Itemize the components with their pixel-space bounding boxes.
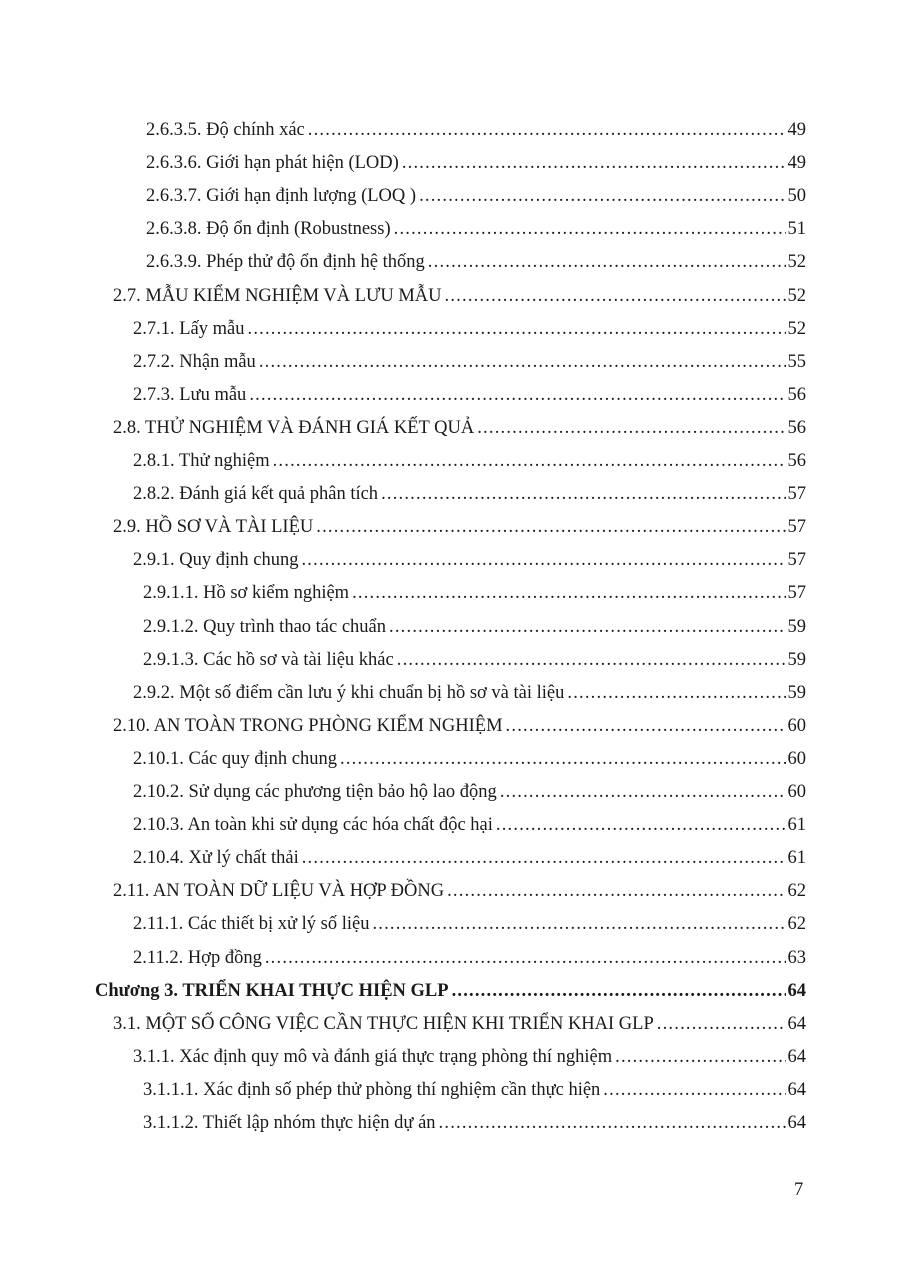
toc-entry-title: 2.9.1.2. Quy trình thao tác chuẩn <box>143 616 387 637</box>
toc-entry-page: 64 <box>787 980 806 1001</box>
dot-leader <box>265 942 786 975</box>
dot-leader <box>340 743 786 776</box>
toc-entry-page: 59 <box>787 682 806 703</box>
toc-entry-title: 3.1.1. Xác định quy mô và đánh giá thực trạng phòng thí nghiệm <box>133 1046 613 1067</box>
toc-entry-title: 2.6.3.6. Giới hạn phát hiện (LOD) <box>146 153 399 174</box>
toc-entry-title: 2.9.1.3. Các hồ sơ và tài liệu khác <box>143 649 394 670</box>
toc-entry-title: 3.1.1.2. Thiết lập nhóm thực hiện dự án <box>143 1113 436 1133</box>
toc-entry[interactable] <box>133 743 806 776</box>
toc-entry[interactable] <box>146 180 806 213</box>
toc-entry-page: 64 <box>787 1013 806 1034</box>
toc-entry-page: 56 <box>787 384 806 405</box>
toc-entry[interactable] <box>133 942 806 975</box>
toc-entry-page: 52 <box>787 318 806 339</box>
toc-entry-title: 2.10.3. An toàn khi sử dụng các hóa chất độc hại <box>133 815 493 836</box>
dot-leader <box>615 1041 785 1074</box>
toc-entry-page: 59 <box>787 616 806 637</box>
dot-leader <box>439 1107 786 1140</box>
toc-entry[interactable] <box>133 776 806 809</box>
toc-entry[interactable] <box>133 842 806 875</box>
toc-entry-page: 62 <box>787 881 806 902</box>
toc-entry-page: 55 <box>787 351 806 372</box>
toc-entry-title: 2.6.3.5. Độ chính xác <box>146 120 305 140</box>
toc-entry-title: Chương 3. TRIỂN KHAI THỰC HIỆN GLP <box>95 980 449 1001</box>
toc-entry-title: 2.7. MẪU KIỂM NGHIỆM VÀ LƯU MẪU <box>113 285 442 306</box>
dot-leader <box>273 445 786 478</box>
toc-entry-page: 60 <box>787 782 806 802</box>
toc-entry-title: 2.10.1. Các quy định chung <box>133 748 337 769</box>
dot-leader <box>402 147 786 180</box>
dot-leader <box>603 1074 785 1107</box>
toc-entry-page: 57 <box>787 484 806 505</box>
toc-entry-page: 50 <box>787 186 806 207</box>
toc-entry-page: 52 <box>787 252 806 273</box>
toc-entry-page: 51 <box>787 219 806 240</box>
toc-entry[interactable] <box>133 809 806 842</box>
toc-entry[interactable] <box>133 346 806 379</box>
dot-leader <box>397 644 786 677</box>
toc-entry[interactable] <box>95 975 806 1008</box>
toc-entry[interactable] <box>133 445 806 478</box>
dot-leader <box>389 611 785 644</box>
toc-entry-page: 59 <box>787 649 806 670</box>
dot-leader <box>301 544 785 577</box>
toc-entry-title: 3.1. MỘT SỐ CÔNG VIỆC CẦN THỰC HIỆN KHI TRIỂN KHAI GLP <box>113 1013 654 1034</box>
toc-entry[interactable] <box>113 1008 806 1041</box>
toc-entry[interactable] <box>133 478 806 511</box>
toc-entry-page: 64 <box>787 1079 806 1100</box>
toc-entry[interactable] <box>133 1041 806 1074</box>
toc-entry-title: 2.6.3.8. Độ ổn định (Robustness) <box>146 219 391 240</box>
toc-entry[interactable] <box>146 246 806 279</box>
dot-leader <box>381 478 785 511</box>
toc-entry-page: 64 <box>787 1113 806 1133</box>
toc-entry-title: 2.7.3. Lưu mẫu <box>133 384 247 405</box>
toc-entry-page: 60 <box>787 748 806 769</box>
toc-entry-page: 57 <box>787 550 806 571</box>
toc-entry-title: 2.10. AN TOÀN TRONG PHÒNG KIỂM NGHIỆM <box>113 715 503 736</box>
toc-entry-page: 52 <box>787 285 806 306</box>
toc-entry[interactable] <box>113 511 806 544</box>
toc-entry[interactable] <box>143 577 806 610</box>
dot-leader <box>506 710 786 743</box>
dot-leader <box>445 280 786 313</box>
toc-entry-page: 56 <box>787 451 806 471</box>
dot-leader <box>394 213 786 246</box>
dot-leader <box>447 875 785 908</box>
dot-leader <box>352 577 785 610</box>
toc-entry-title: 2.9. HỒ SƠ VÀ TÀI LIỆU <box>113 517 314 538</box>
dot-leader <box>452 975 786 1008</box>
dot-leader <box>500 776 786 809</box>
page-number: 7 <box>794 1180 804 1200</box>
dot-leader <box>372 908 785 941</box>
dot-leader <box>248 313 786 346</box>
dot-leader <box>657 1008 786 1041</box>
dot-leader <box>308 114 786 147</box>
toc-entry-title: 2.6.3.9. Phép thử độ ổn định hệ thống <box>146 252 425 273</box>
toc-entry-title: 2.8.1. Thử nghiệm <box>133 451 270 471</box>
toc-entry-title: 2.7.1. Lấy mẫu <box>133 318 245 339</box>
toc-entry[interactable] <box>113 280 806 313</box>
toc-entry[interactable] <box>143 1107 806 1140</box>
toc-entry-title: 2.11.1. Các thiết bị xử lý số liệu <box>133 914 370 935</box>
toc-entry-title: 2.9.1.1. Hồ sơ kiểm nghiệm <box>143 583 350 604</box>
toc-entry[interactable] <box>143 644 806 677</box>
toc-entry[interactable] <box>133 908 806 941</box>
toc-entry[interactable] <box>113 412 806 445</box>
toc-entry[interactable] <box>146 147 806 180</box>
dot-leader <box>428 246 786 279</box>
toc-entry-title: 2.11. AN TOÀN DỮ LIỆU VÀ HỢP ĐỒNG <box>113 881 445 902</box>
toc-entry-title: 2.11.2. Hợp đồng <box>133 947 262 968</box>
toc-entry-page: 49 <box>787 153 806 174</box>
toc-entry-title: 2.9.2. Một số điểm cần lưu ý khi chuẩn bị hồ sơ và tài liệu <box>133 682 565 703</box>
toc-entry[interactable] <box>146 213 806 246</box>
dot-leader <box>316 511 785 544</box>
toc-entry[interactable] <box>143 1074 806 1107</box>
dot-leader <box>477 412 785 445</box>
toc-entry[interactable] <box>146 114 806 147</box>
toc-entry-page: 49 <box>787 120 806 140</box>
toc-entry[interactable] <box>113 710 806 743</box>
toc-entry-title: 2.10.2. Sử dụng các phương tiện bảo hộ lao động <box>133 782 497 802</box>
toc-entry-page: 57 <box>787 583 806 604</box>
toc-entry[interactable] <box>133 677 806 710</box>
toc-entry-title: 3.1.1.1. Xác định số phép thử phòng thí nghiệm cần thực hiện <box>143 1079 601 1100</box>
toc-entry-title: 2.8. THỬ NGHIỆM VÀ ĐÁNH GIÁ KẾT QUẢ <box>113 417 475 438</box>
dot-leader <box>419 180 785 213</box>
dot-leader <box>496 809 786 842</box>
toc-entry[interactable] <box>133 379 806 412</box>
toc-entry-title: 2.6.3.7. Giới hạn định lượng (LOQ ) <box>146 186 417 207</box>
toc-entry-page: 57 <box>787 517 806 538</box>
toc-entry-title: 2.9.1. Quy định chung <box>133 550 299 571</box>
toc-entry-title: 2.7.2. Nhận mẫu <box>133 351 256 372</box>
toc-entry-title: 2.10.4. Xử lý chất thải <box>133 848 299 869</box>
dot-leader <box>567 677 785 710</box>
toc-entry-title: 2.8.2. Đánh giá kết quả phân tích <box>133 484 379 505</box>
dot-leader <box>302 842 786 875</box>
toc-entry[interactable] <box>133 544 806 577</box>
toc-entry-page: 61 <box>787 848 806 869</box>
toc-entry-page: 60 <box>787 715 806 736</box>
toc-entry-page: 56 <box>787 417 806 438</box>
toc-entry[interactable] <box>133 313 806 346</box>
toc-entry-page: 62 <box>787 914 806 935</box>
toc-entry-page: 61 <box>787 815 806 836</box>
toc-entry[interactable] <box>143 611 806 644</box>
toc-entry-page: 63 <box>787 947 806 968</box>
dot-leader <box>249 379 785 412</box>
toc-entry-page: 64 <box>787 1046 806 1067</box>
dot-leader <box>259 346 786 379</box>
toc-entry[interactable] <box>113 875 806 908</box>
